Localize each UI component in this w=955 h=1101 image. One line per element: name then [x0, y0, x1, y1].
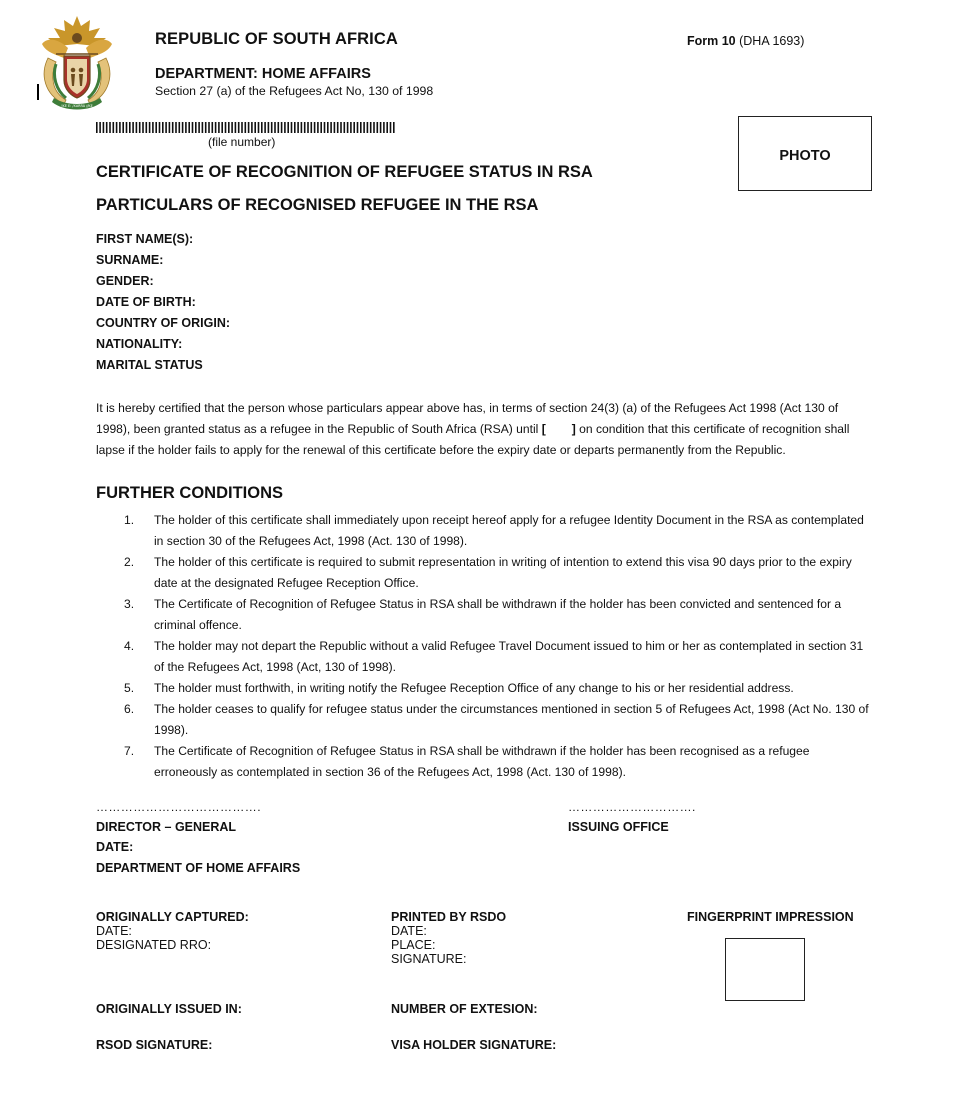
condition-number: 4.	[124, 639, 135, 653]
condition-text: The holder of this certificate is required to submit representation in writing of intention to extend this visa 90 days prior to the expiry date at the designated Refugee Reception Office.	[154, 555, 852, 590]
certificate-title: CERTIFICATE OF RECOGNITION OF REFUGEE STATUS IN RSA	[96, 163, 593, 181]
condition-number: 3.	[124, 597, 135, 611]
condition-number: 7.	[124, 744, 135, 758]
expiry-bracket-close: ]	[571, 422, 576, 436]
issuing-office-label: ISSUING OFFICE	[568, 820, 669, 834]
file-number-barcode	[96, 122, 396, 133]
certification-part1: It is hereby certified that the person whose particulars appear above has, in terms of section 24(3) (a) of the Refugees Act 1998 (Act 130 of 1998), been granted status as a refugee in the Republic of South Africa (RSA) until	[96, 401, 839, 436]
director-general-label: DIRECTOR – GENERAL	[96, 820, 237, 834]
condition-number: 6.	[124, 702, 135, 716]
certification-paragraph	[96, 398, 871, 461]
coat-of-arms-logo	[34, 14, 120, 114]
photo-box	[738, 116, 872, 191]
further-conditions-heading: FURTHER CONDITIONS	[96, 484, 283, 502]
fingerprint-box	[725, 938, 805, 1001]
expiry-bracket-open: [	[541, 422, 546, 436]
designated-rro-label: DESIGNATED RRO:	[96, 938, 212, 952]
issuing-office-signature-line: ………………………….	[568, 800, 696, 814]
originally-captured-label: ORIGINALLY CAPTURED:	[96, 910, 249, 924]
form-number	[687, 34, 804, 48]
field-marital-status: MARITAL STATUS	[96, 358, 203, 372]
condition-item	[96, 741, 871, 783]
certification-part2: on condition that this certificate of recognition shall lapse if the holder fails to apply for the renewal of this certificate before the expiry date or departs permanently from the Republic.	[96, 422, 850, 457]
condition-item	[96, 552, 871, 594]
printed-by-label: PRINTED BY RSDO	[391, 910, 507, 924]
particulars-title: PARTICULARS OF RECOGNISED REFUGEE IN THE RSA	[96, 196, 539, 214]
rsod-signature-label: RSOD SIGNATURE:	[96, 1038, 213, 1052]
condition-text: The holder of this certificate shall immediately upon receipt hereof apply for a refugee Identity Document in the RSA as contemplated in section 30 of the Refugees Act, 1998 (Act. 130 of 1998).	[154, 513, 864, 548]
condition-text: The holder must forthwith, in writing notify the Refugee Reception Office of any change to his or her residential address.	[154, 681, 794, 695]
director-signature-line: ………………………………….	[96, 800, 261, 814]
photo-label: PHOTO	[779, 148, 831, 164]
number-of-extension-label: NUMBER OF EXTESION:	[391, 1002, 538, 1016]
visa-holder-signature-label: VISA HOLDER SIGNATURE:	[391, 1038, 557, 1052]
field-gender: GENDER:	[96, 274, 154, 288]
form-number-bold: Form 10	[687, 34, 736, 48]
header-section: Section 27 (a) of the Refugees Act No, 130 of 1998	[155, 84, 434, 98]
printed-place-label: PLACE:	[391, 938, 436, 952]
fingerprint-label: FINGERPRINT IMPRESSION	[687, 910, 854, 924]
condition-text: The holder ceases to qualify for refugee status under the circumstances mentioned in section 5 of Refugees Act, 1998 (Act No. 130 of 1998).	[154, 702, 869, 737]
barcode-caption: (file number)	[208, 135, 276, 149]
form-number-rest: (DHA 1693)	[735, 34, 805, 48]
condition-text: The holder may not depart the Republic without a valid Refugee Travel Document issued to him or her as contemplated in section 31 of the Refugees Act, 1998 (Act, 130 of 1998).	[154, 639, 864, 674]
condition-text: The Certificate of Recognition of Refugee Status in RSA shall be withdrawn if the holder has been recognised as a refugee erroneously as contemplated in section 36 of the Refugees Act, 1998 (Act. 130 of 1998).	[154, 744, 810, 779]
header-republic: REPUBLIC OF SOUTH AFRICA	[155, 30, 398, 48]
condition-item	[96, 510, 871, 552]
condition-number: 2.	[124, 555, 135, 569]
field-country-of-origin: COUNTRY OF ORIGIN:	[96, 316, 231, 330]
originally-issued-label: ORIGINALLY ISSUED IN:	[96, 1002, 242, 1016]
condition-text: The Certificate of Recognition of Refugee Status in RSA shall be withdrawn if the holder has been convicted and sentenced for a criminal offence.	[154, 597, 842, 632]
condition-item	[96, 636, 871, 678]
condition-number: 5.	[124, 681, 135, 695]
condition-number: 1.	[124, 513, 135, 527]
department-label: DEPARTMENT OF HOME AFFAIRS	[96, 861, 301, 875]
field-first-names: FIRST NAME(S):	[96, 232, 194, 246]
condition-item	[96, 678, 871, 699]
condition-item	[96, 699, 871, 741]
field-nationality: NATIONALITY:	[96, 337, 183, 351]
conditions-list	[96, 510, 871, 783]
svg-text:!KE E: /XARRA //KE: !KE E: /XARRA //KE	[61, 104, 93, 108]
originally-captured-date: DATE:	[96, 924, 132, 938]
printed-date-label: DATE:	[391, 924, 427, 938]
header-department: DEPARTMENT: HOME AFFAIRS	[155, 66, 371, 82]
printed-signature-label: SIGNATURE:	[391, 952, 467, 966]
field-date-of-birth: DATE OF BIRTH:	[96, 295, 196, 309]
signature-date-label: DATE:	[96, 840, 134, 854]
condition-item	[96, 594, 871, 636]
field-surname: SURNAME:	[96, 253, 164, 267]
text-cursor-mark	[37, 84, 39, 100]
